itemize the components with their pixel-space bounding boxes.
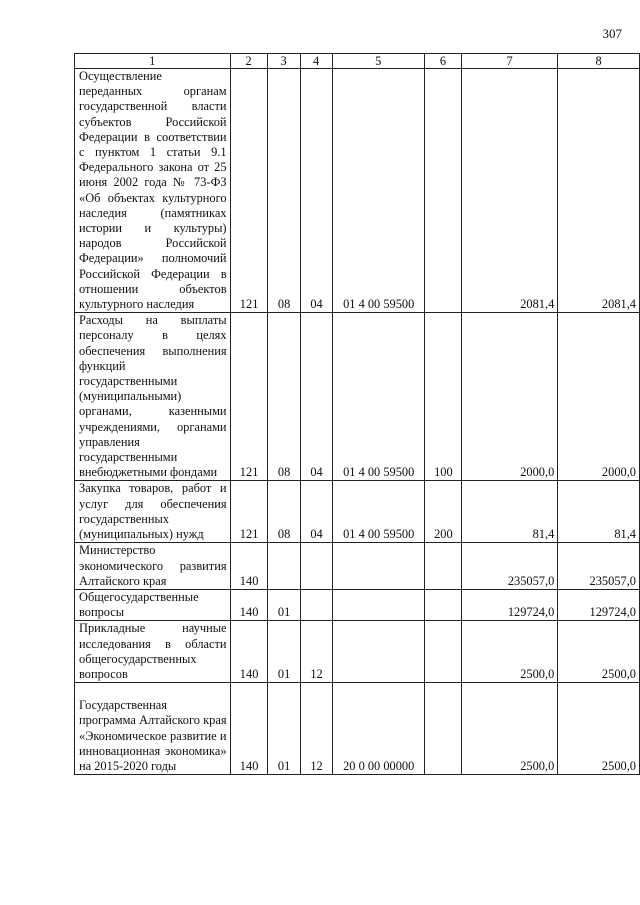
expense-type-code — [424, 69, 461, 313]
target-code — [332, 589, 424, 620]
admin-code: 140 — [230, 543, 267, 590]
subsection-code: 04 — [300, 313, 332, 481]
column-header-3: 3 — [267, 54, 300, 69]
target-code: 01 4 00 59500 — [332, 69, 424, 313]
section-code: 08 — [267, 481, 300, 543]
expense-type-code — [424, 683, 461, 775]
expense-type-code: 200 — [424, 481, 461, 543]
column-header-5: 5 — [332, 54, 424, 69]
expense-type-code — [424, 589, 461, 620]
subsection-code: 12 — [300, 621, 332, 683]
expense-type-code — [424, 621, 461, 683]
target-code — [332, 543, 424, 590]
section-code: 08 — [267, 69, 300, 313]
column-header-6: 6 — [424, 54, 461, 69]
admin-code: 140 — [230, 589, 267, 620]
section-code: 01 — [267, 621, 300, 683]
section-code: 01 — [267, 589, 300, 620]
column-header-8: 8 — [558, 54, 640, 69]
row-name: Министерство экономического развития Алтайского края — [75, 543, 231, 590]
target-code — [332, 621, 424, 683]
column-header-2: 2 — [230, 54, 267, 69]
amount-b: 2500,0 — [558, 621, 640, 683]
amount-a: 81,4 — [461, 481, 557, 543]
amount-a: 2500,0 — [461, 621, 557, 683]
admin-code: 140 — [230, 621, 267, 683]
amount-b: 235057,0 — [558, 543, 640, 590]
admin-code: 121 — [230, 313, 267, 481]
amount-b: 2081,4 — [558, 69, 640, 313]
admin-code: 121 — [230, 481, 267, 543]
row-name: Расходы на выплаты персоналу в целях обеспечения выполнения функций государственными (муниципальными) органами, казенными учреждениями, органами управления государственными внебюджетными фондами — [75, 313, 231, 481]
subsection-code — [300, 543, 332, 590]
section-code: 08 — [267, 313, 300, 481]
row-name: Прикладные научные исследования в области общегосударственных вопросов — [75, 621, 231, 683]
table-row — [75, 69, 640, 313]
amount-b: 129724,0 — [558, 589, 640, 620]
amount-b: 2500,0 — [558, 683, 640, 775]
column-header-4: 4 — [300, 54, 332, 69]
table-row — [75, 589, 640, 620]
subsection-code: 04 — [300, 69, 332, 313]
column-header-1: 1 — [75, 54, 231, 69]
amount-a: 2081,4 — [461, 69, 557, 313]
amount-a: 235057,0 — [461, 543, 557, 590]
subsection-code — [300, 589, 332, 620]
section-code — [267, 543, 300, 590]
admin-code: 121 — [230, 69, 267, 313]
amount-b: 81,4 — [558, 481, 640, 543]
amount-a: 129724,0 — [461, 589, 557, 620]
target-code: 01 4 00 59500 — [332, 481, 424, 543]
table-row — [75, 621, 640, 683]
table-row — [75, 313, 640, 481]
table-row — [75, 543, 640, 590]
target-code: 20 0 00 00000 — [332, 683, 424, 775]
expense-type-code — [424, 543, 461, 590]
amount-a: 2000,0 — [461, 313, 557, 481]
section-code: 01 — [267, 683, 300, 775]
expense-type-code: 100 — [424, 313, 461, 481]
budget-table — [74, 53, 640, 775]
target-code: 01 4 00 59500 — [332, 313, 424, 481]
table-row — [75, 481, 640, 543]
row-name: Закупка товаров, работ и услуг для обеспечения государственных (муниципальных) нужд — [75, 481, 231, 543]
subsection-code: 12 — [300, 683, 332, 775]
row-name: Государственная программа Алтайского края «Экономическое развитие и инновационная экономика» на 2015-2020 годы — [75, 683, 231, 775]
page-number: 307 — [602, 26, 622, 41]
table-row — [75, 683, 640, 775]
row-name: Осуществление переданных органам государственной власти субъектов Российской Федерации в соответствии с пунктом 1 статьи 9.1 Федерального закона от 25 июня 2002 года № 73-ФЗ «Об объектах культурного наследия (памятниках истории и культуры) народов Российской Федерации» полномочий Российской Федерации в отношении объектов культурного наследия — [75, 69, 231, 313]
admin-code: 140 — [230, 683, 267, 775]
amount-a: 2500,0 — [461, 683, 557, 775]
row-name: Общегосударственные вопросы — [75, 589, 231, 620]
amount-b: 2000,0 — [558, 313, 640, 481]
subsection-code: 04 — [300, 481, 332, 543]
table-header-row — [75, 54, 640, 69]
column-header-7: 7 — [461, 54, 557, 69]
